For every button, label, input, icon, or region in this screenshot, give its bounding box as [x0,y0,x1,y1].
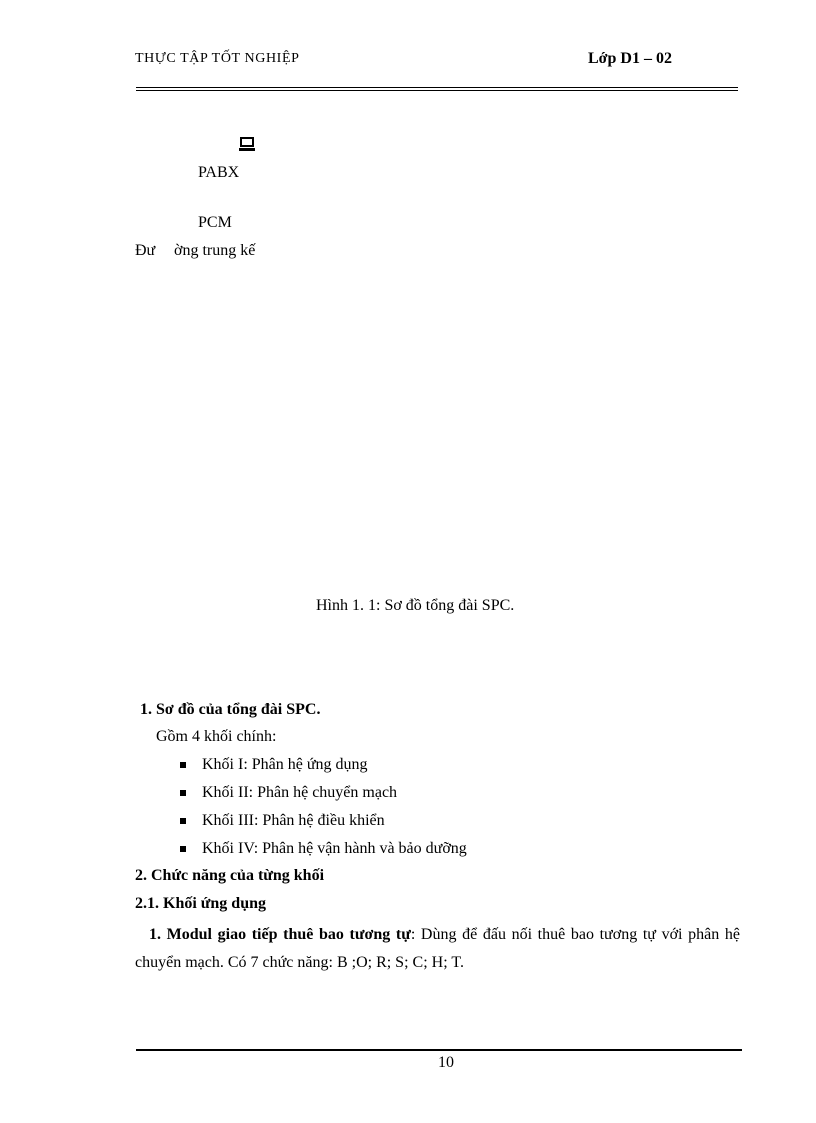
bullet-square-icon [180,846,186,852]
bullet-square-icon [180,762,186,768]
list-item [180,782,467,810]
module-description: : Dùng để đấu nối thuê bao tương tự với phân hệ chuyển mạch. Có 7 chức năng: B ;O; R; S; C; H; T. [135,926,740,971]
module-paragraph [135,921,740,977]
computer-terminal-icon [239,137,255,151]
blocks-intro: Gồm 4 khối chính: [156,728,277,745]
blocks-list [180,754,467,866]
page-number: 10 [438,1054,454,1071]
pabx-label: PABX [198,164,240,181]
block-label: Khối II: Phân hệ chuyển mạch [202,784,398,801]
block-label: Khối I: Phân hệ ứng dụng [202,756,368,773]
figure-caption: Hình 1. 1: Sơ đồ tổng đài SPC. [316,597,515,614]
list-item [180,810,467,838]
module-title: 1. Modul giao tiếp thuê bao tương tự [149,926,411,943]
bullet-square-icon [180,790,186,796]
block-label: Khối III: Phân hệ điều khiển [202,812,385,829]
pcm-label: PCM [198,214,232,231]
bullet-square-icon [180,818,186,824]
block-label: Khối IV: Phân hệ vận hành và bảo dưỡng [202,840,467,857]
section-heading-2-1: 2.1. Khối ứng dụng [135,895,266,912]
list-item [180,838,467,866]
section-heading-2: 2. Chức năng của từng khối [135,867,325,884]
trunk-label-part1: Đư [135,242,156,259]
list-item [180,754,467,782]
footer-divider [136,1049,742,1051]
trunk-label-part2: ờng trung kế [174,242,256,259]
header-divider [136,87,738,91]
header-title: THỰC TẬP TỐT NGHIỆP [135,51,300,66]
header-class: Lớp D1 – 02 [588,50,672,67]
section-heading-1: 1. Sơ đồ của tổng đài SPC. [140,701,321,718]
